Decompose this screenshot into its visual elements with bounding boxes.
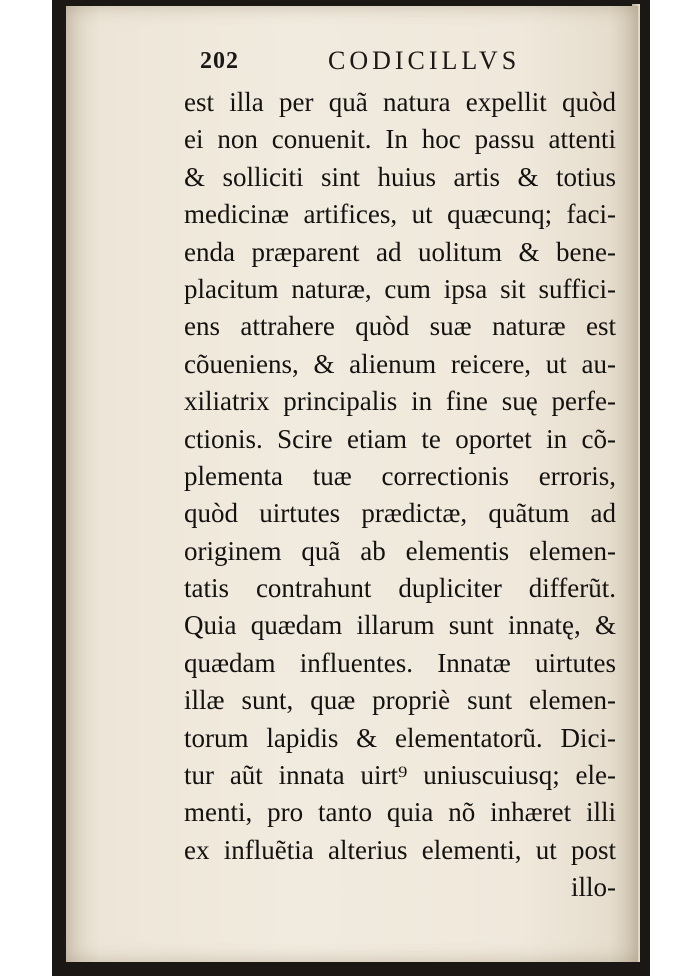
catchword: illo- (571, 872, 616, 903)
text-line: est illa per quã natura expellit quòd (184, 87, 616, 117)
text-line: medicinæ artifices, ut quæcunq; faci- (184, 199, 616, 230)
running-title: CODICILLVS (328, 46, 521, 75)
text-line: ctionis. Scire etiam te oportet in cõ- (184, 423, 616, 454)
running-head (66, 44, 638, 84)
text-line: plementa tuæ correctionis erroris, (184, 460, 616, 491)
text-line: illæ sunt, quæ propriè sunt elemen- (184, 685, 616, 716)
page-number: 202 (200, 48, 239, 74)
text-line: enda præparent ad uolitum & bene- (184, 236, 616, 267)
text-line: menti, pro tanto quia nõ inhæret illi (184, 797, 616, 828)
text-line: ex influẽtia alterius elementi, ut post (184, 834, 616, 865)
text-line: placitum naturæ, cum ipsa sit suffici- (184, 273, 616, 304)
book-page (66, 6, 638, 962)
text-line: cõueniens, & alienum reicere, ut au- (184, 348, 616, 379)
text-line: quædam influentes. Innatæ uirtutes (184, 647, 616, 678)
text-line: Quia quædam illarum sunt innatę, & (184, 610, 616, 641)
text-line: quòd uirtutes prædictæ, quãtum ad (184, 498, 616, 529)
text-line: xiliatrix principalis in fine suę perfe- (184, 386, 616, 417)
text-line: ei non conuenit. In hoc passu attenti (184, 124, 616, 155)
text-line: originem quã ab elementis elemen- (184, 535, 616, 566)
text-line: ens attrahere quòd suæ naturæ est (184, 311, 616, 342)
text-line: tur aũt innata uirt⁹ uniuscuiusq; ele- (184, 760, 616, 791)
text-line: & solliciti sint huius artis & totius (184, 161, 616, 192)
text-line: torum lapidis & elementatorũ. Dici- (184, 722, 616, 753)
body-text (184, 84, 616, 907)
text-line: tatis contrahunt dupliciter differũt. (184, 573, 616, 604)
